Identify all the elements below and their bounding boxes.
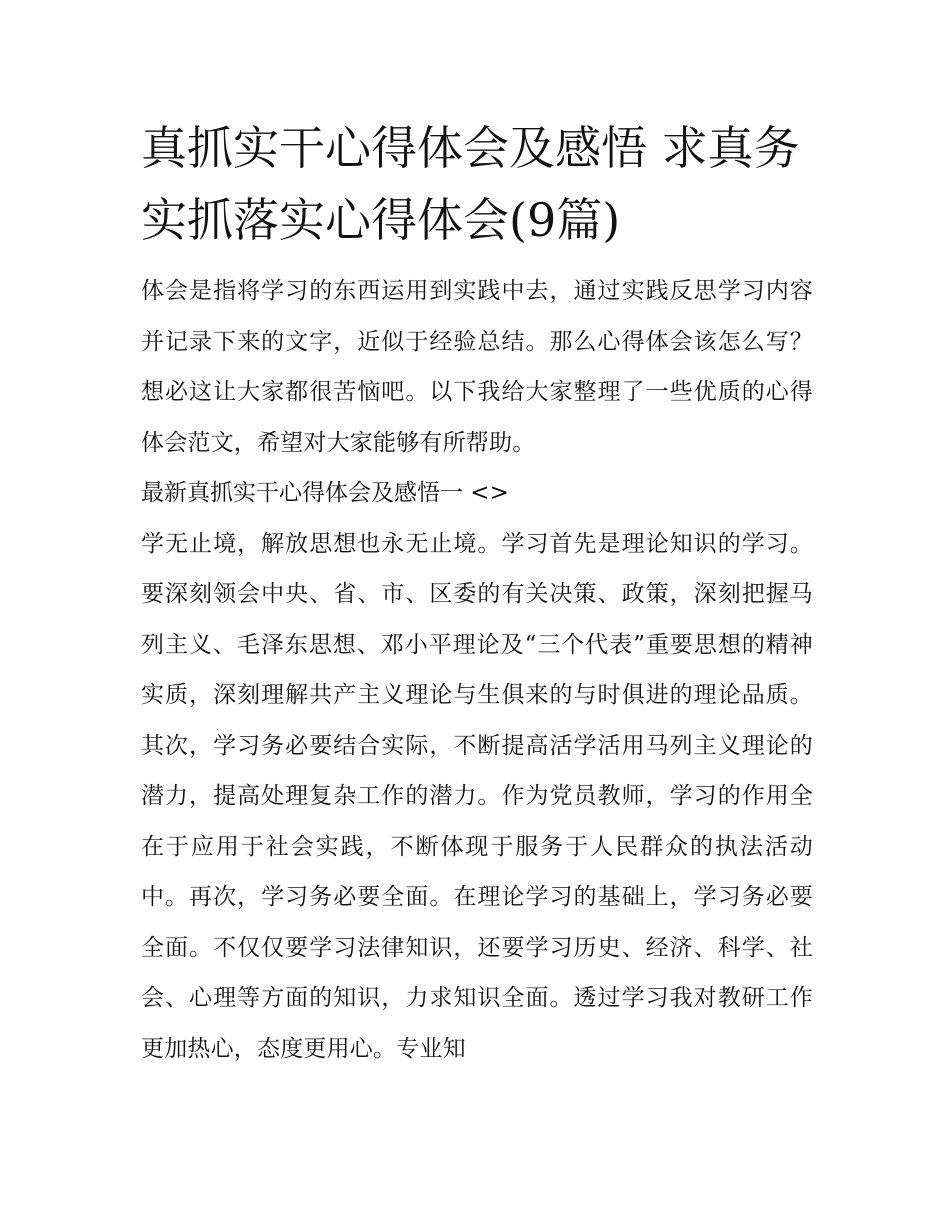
intro-paragraph: 体会是指将学习的东西运用到实践中去，通过实践反思学习内容并记录下来的文字，近似于经验总结。那么心得体会该怎么写？想必这让大家都很苦恼吧。以下我给大家整理了一些优质的心得体会范文，希望对大家能够有所帮助。 [141,278,813,456]
section-heading: 最新真抓实干心得体会及感悟一 <> [141,480,509,506]
document-title: 真抓实干心得体会及感悟 求真务实抓落实心得体会(9篇) [141,121,800,247]
body-paragraph: 学无止境，解放思想也永无止境。学习首先是理论知识的学习。要深刻领会中央、省、市、区委的有关决策、政策，深刻把握马列主义、毛泽东思想、邓小平理论及“三个代表”重要思想的精神实质，深刻理解共产主义理论与生俱来的与时俱进的理论品质。其次，学习务必要结合实际，不断提高活学活用马列主义理论的潜力，提高处理复杂工作的潜力。作为党员教师，学习的作用全在于应用于社会实践，不断体现于服务于人民群众的执法活动中。再次，学习务必要全面。在理论学习的基础上，学习务必要全面。不仅仅要学习法律知识，还要学习历史、经济、科学、社会、心理等方面的知识，力求知识全面。透过学习我对教研工作更加热心，态度更用心。专业知 [141,530,813,1062]
document-content [141,112,813,1074]
